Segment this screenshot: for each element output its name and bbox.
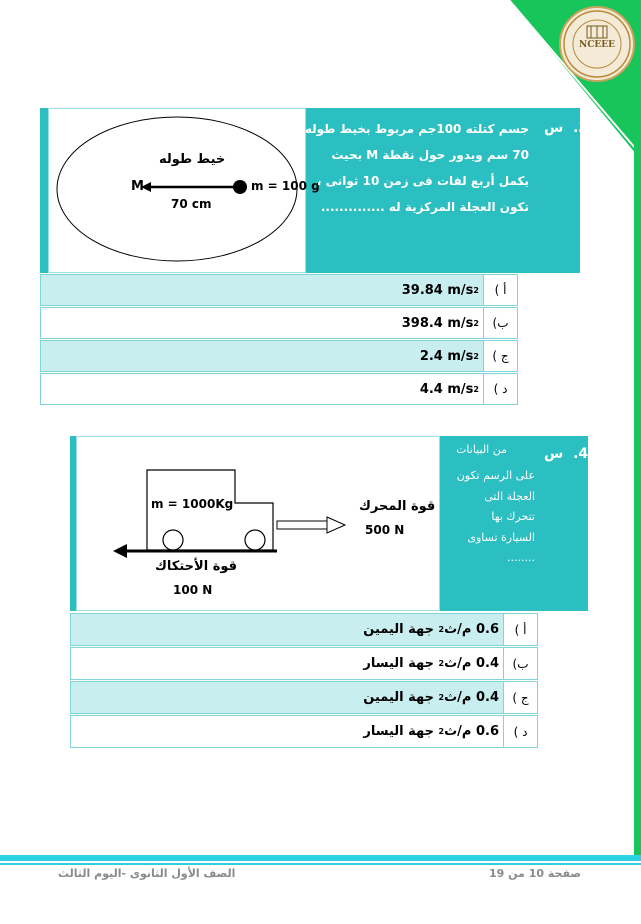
option-text: 398.4 m/s xyxy=(401,315,474,331)
engine-force-value: 500 N xyxy=(365,523,405,537)
option-unit: م/ث xyxy=(444,724,472,739)
q3-option-b[interactable] xyxy=(40,307,518,339)
q3-line-2: 70 سم ويدور حول نقطة M بحيث xyxy=(331,148,529,162)
option-letter: أ ) xyxy=(483,275,517,305)
option-sup: 2 xyxy=(473,318,479,328)
q4-option-a[interactable] xyxy=(70,613,538,646)
option-unit: م/ث xyxy=(444,622,472,637)
q3-line-1: جسم كتلته 100جم مربوط بخيط طوله xyxy=(304,122,529,136)
q3-line-4: تكون العجلة المركزية له .............. xyxy=(320,200,529,214)
option-sup: 2 xyxy=(438,625,445,634)
q4-option-b[interactable] xyxy=(70,647,538,680)
option-direction: جهة اليمين xyxy=(363,622,434,637)
option-value xyxy=(402,275,479,305)
q4-line-3: العجلة التى xyxy=(484,489,535,503)
option-sup: 2 xyxy=(473,384,479,394)
engine-force-label: قوة المحرك xyxy=(359,499,436,514)
q3-line-3: يكمل أربع لفات فى زمن 10 ثوانى ، xyxy=(316,174,529,188)
q4-line-2: على الرسم تكون xyxy=(456,469,535,482)
option-text: 4.4 m/s xyxy=(419,381,474,397)
option-value xyxy=(420,374,479,404)
option-value xyxy=(363,716,499,747)
q3-question-text xyxy=(305,116,529,220)
q3-left-bar xyxy=(40,108,48,273)
q4-prefix: س xyxy=(544,446,564,462)
q4-figure xyxy=(76,436,440,611)
friction-force-value: 100 N xyxy=(173,583,213,597)
q4-option-c[interactable] xyxy=(70,681,538,714)
string-length-label: خيط طوله xyxy=(159,152,226,167)
q4-number: 4. xyxy=(573,446,589,462)
option-letter: ج ) xyxy=(483,341,517,371)
option-letter: ب) xyxy=(503,648,537,679)
option-number: 0.4 xyxy=(475,656,499,671)
right-green-stripe xyxy=(634,140,641,860)
option-value xyxy=(420,341,479,371)
option-direction: جهة اليمين xyxy=(363,690,434,705)
q3-label xyxy=(544,120,588,136)
option-sup: 2 xyxy=(438,659,445,668)
footer-line-thin xyxy=(0,863,641,865)
length-label: 70 cm xyxy=(171,197,212,211)
q4-line-1: من البيانات xyxy=(456,443,507,456)
q4-line-5: السيارة تساوى xyxy=(467,530,535,544)
option-text: 39.84 m/s xyxy=(401,282,474,298)
option-sup: 2 xyxy=(473,285,479,295)
option-letter: د ) xyxy=(483,374,517,404)
option-sup: 2 xyxy=(438,727,445,736)
friction-force-label: قوة الأحتكاك xyxy=(155,559,238,574)
option-unit: م/ث xyxy=(444,656,472,671)
option-unit: م/ث xyxy=(444,690,472,705)
q4-line-4: تتحرك بها xyxy=(491,510,535,523)
option-letter: ب) xyxy=(483,308,517,338)
q3-figure xyxy=(48,108,320,273)
option-letter: د ) xyxy=(503,716,537,747)
footer-line-thick xyxy=(0,855,641,861)
option-letter: أ ) xyxy=(503,614,537,645)
mass-label: m = 100 g xyxy=(251,179,320,193)
ncee-logo xyxy=(559,6,635,82)
option-number: 0.6 xyxy=(475,724,499,739)
option-direction: جهة اليسار xyxy=(363,724,434,739)
option-direction: جهة اليسار xyxy=(363,656,434,671)
q4-line-6: ........ xyxy=(507,551,535,564)
q3-number: 3. xyxy=(573,120,589,136)
option-number: 0.4 xyxy=(475,690,499,705)
q4-question-text xyxy=(456,443,535,569)
logo-text: NCEEE xyxy=(579,40,615,50)
option-text: 2.4 m/s xyxy=(419,348,474,364)
option-sup: 2 xyxy=(473,351,479,361)
option-value xyxy=(363,648,499,679)
footer-grade-day: الصف الأول الثانوى -اليوم الثالث xyxy=(58,867,236,880)
q3-option-a[interactable] xyxy=(40,274,518,306)
q4-label xyxy=(544,446,588,462)
footer-page-number: صفحة 10 من 19 xyxy=(489,867,581,880)
option-number: 0.6 xyxy=(475,622,499,637)
option-sup: 2 xyxy=(438,693,445,702)
car-mass-label: m = 1000Kg xyxy=(151,497,234,511)
center-point-label: M xyxy=(131,179,144,194)
q3-prefix: س xyxy=(544,120,564,136)
option-value xyxy=(363,682,499,713)
q4-option-d[interactable] xyxy=(70,715,538,748)
q3-option-c[interactable] xyxy=(40,340,518,372)
option-letter: ج ) xyxy=(503,682,537,713)
option-value xyxy=(363,614,499,645)
option-value xyxy=(402,308,479,338)
q3-option-d[interactable] xyxy=(40,373,518,405)
